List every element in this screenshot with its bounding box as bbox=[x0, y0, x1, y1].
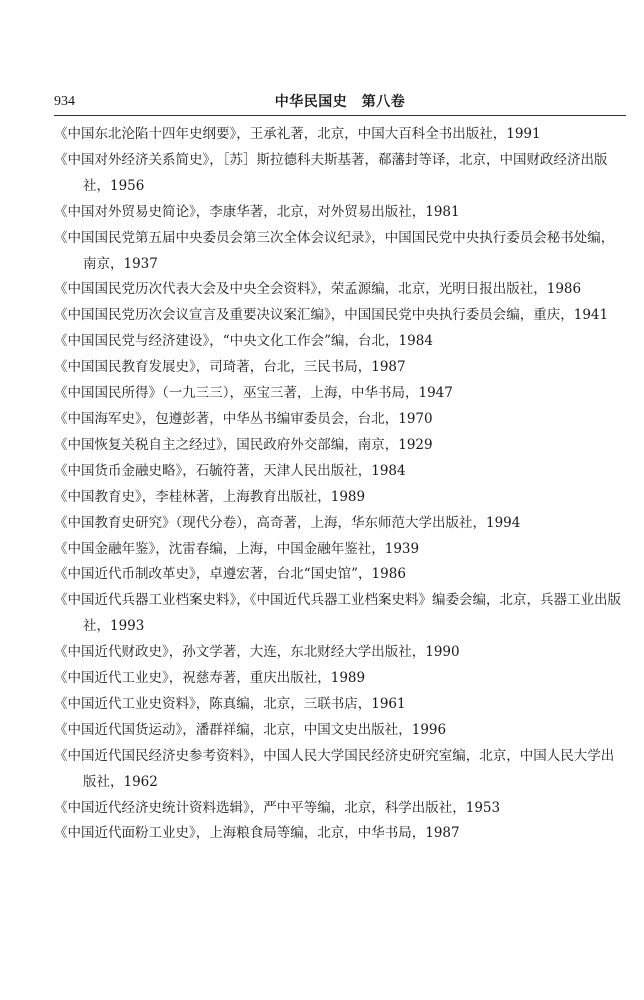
page-number: 934 bbox=[54, 94, 75, 109]
bibliography-entry: 《中国国民党历次会议宣言及重要决议案汇编》，中国国民党中央执行委员会编，重庆，1941 bbox=[54, 307, 609, 324]
bibliography-entry: 《中国近代财政史》，孙文学著，大连，东北财经大学出版社，1990 bbox=[54, 644, 460, 661]
bibliography-entry: 《中国国民党第五届中央委员会第三次全体会议纪录》，中国国民党中央执行委员会秘书处编，南京，1937 bbox=[54, 229, 615, 272]
bibliography-entry: 《中国近代兵器工业档案史料》，《中国近代兵器工业档案史料》编委会编，北京，兵器工业出版社，1993 bbox=[54, 592, 621, 635]
bibliography-entry: 《中国近代面粉工业史》，上海粮食局等编，北京，中华书局，1987 bbox=[54, 825, 460, 842]
bibliography-entry: 《中国教育史研究》（现代分卷），高奇著，上海，华东师范大学出版社，1994 bbox=[54, 514, 521, 531]
bibliography-entry: 《中国东北沦陷十四年史纲要》，王承礼著，北京，中国大百科全书出版社，1991 bbox=[54, 126, 541, 142]
bibliography-entry: 《中国对外经济关系简史》，［苏］斯拉德科夫斯基著，郗藩封等译，北京，中国财政经济出版社，1956 bbox=[54, 151, 608, 194]
bibliography-entry: 《中国国民党与经济建设》，“中央文化工作会”编，台北，1984 bbox=[54, 333, 433, 350]
bibliography-entry: 《中国国民党历次代表大会及中央全会资料》，荣孟源编，北京，光明日报出版社，1986 bbox=[54, 281, 582, 298]
bibliography-entry: 《中国教育史》，李桂林著，上海教育出版社，1989 bbox=[54, 488, 366, 505]
bibliography-entry: 《中国海军史》，包遵彭著，中华丛书编审委员会，台北，1970 bbox=[54, 410, 433, 427]
bibliography-entry: 《中国金融年鉴》，沈雷春编，上海，中国金融年鉴社，1939 bbox=[54, 540, 420, 557]
header-rule bbox=[54, 115, 626, 116]
bibliography-entry: 《中国近代工业史》，祝慈寿著，重庆出版社，1989 bbox=[54, 670, 366, 687]
bibliography-entry: 《中国国民教育发展史》，司琦著，台北，三民书局，1987 bbox=[54, 359, 406, 376]
page-header bbox=[54, 92, 626, 116]
bibliography-entry: 《中国近代国货运动》，潘群祥编，北京，中国文史出版社，1996 bbox=[54, 721, 447, 738]
bibliography-entry: 《中国近代币制改革史》，卓遵宏著，台北“国史馆”，1986 bbox=[54, 566, 406, 583]
bibliography-entry: 《中国恢复关税自主之经过》，国民政府外交部编，南京，1929 bbox=[54, 436, 433, 453]
bibliography-entry: 《中国货币金融史略》，石毓符著，天津人民出版社，1984 bbox=[54, 462, 406, 479]
running-title: 中华民国史 第八卷 bbox=[274, 94, 406, 110]
bibliography-entry: 《中国近代经济史统计资料选辑》，严中平等编，北京，科学出版社，1953 bbox=[54, 799, 501, 816]
bibliography-entry: 《中国近代工业史资料》，陈真编，北京，三联书店，1961 bbox=[54, 695, 406, 712]
bibliography-entry: 《中国国民所得》（一九三三），巫宝三著，上海，中华书局，1947 bbox=[54, 385, 453, 402]
bibliography-entry: 《中国近代国民经济史参考资料》，中国人民大学国民经济史研究室编，北京，中国人民大学出版社，1962 bbox=[54, 747, 615, 790]
bibliography-list bbox=[54, 122, 626, 847]
bibliography-entry: 《中国对外贸易史简论》，李康华著，北京，对外贸易出版社，1981 bbox=[54, 203, 460, 220]
